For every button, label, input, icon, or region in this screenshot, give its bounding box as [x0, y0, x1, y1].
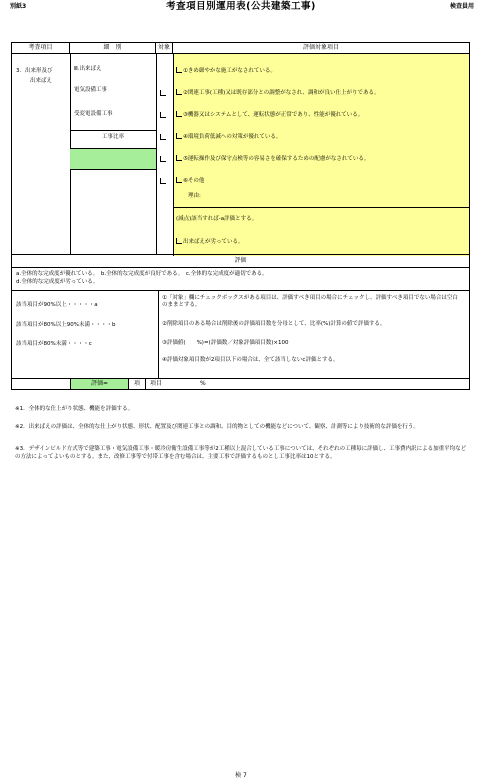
checkbox-icon[interactable] [176, 89, 182, 95]
rule-note-3: ③評価値( %)=(評価数／対象評価項目数)×100 [162, 340, 289, 346]
score-label: 評価= [70, 379, 129, 389]
rule-grade-b: 該当項目が80%以上90%未満・・・・b [16, 322, 116, 328]
criteria-item-6[interactable]: ⑥その他 [176, 177, 204, 185]
document-title: 考査項目別運用表(公共建築工事) [166, 1, 316, 12]
target-checkbox[interactable] [160, 178, 166, 184]
evaluation-heading: 評価 [11, 254, 470, 268]
cost-ratio-input[interactable] [70, 148, 156, 169]
criteria-item-4[interactable]: ④環境負荷低減への対策が優れている。 [176, 133, 281, 141]
form-number: 別紙3 [10, 3, 27, 10]
target-checkbox[interactable] [160, 90, 166, 96]
score-percent: % [200, 380, 206, 388]
sub-category-electrical: 電気設備工事 [74, 87, 108, 93]
rule-note-2: ②削除項目のある場合は削除後の評価項目数を分母として、比率(%)計算の値で評価する。 [162, 321, 386, 327]
header-criteria: 評価対象項目 [302, 44, 339, 52]
footnote-1: ※1．全体的な仕上がり状態、機能を評価する。 [15, 406, 134, 412]
evaluation-rules [11, 290, 470, 379]
score-row [11, 378, 470, 390]
criteria-item-3[interactable]: ③機器又はシステムとして、運転状態が正常であり、性能が優れている。 [176, 111, 363, 119]
cost-ratio-label: 工事比率 [101, 134, 124, 140]
score-spacer [12, 379, 70, 389]
checkbox-icon[interactable] [176, 67, 182, 73]
target-checkbox[interactable] [160, 112, 166, 118]
checkbox-icon[interactable] [176, 133, 182, 139]
grade-line-1: a.全体的な完成度が優れている。 b.全体的な完成度が良好である。 c.全体的な完成度が適切である。 [16, 271, 268, 277]
checkbox-icon[interactable] [176, 155, 182, 161]
sub-category-finish: Ⅲ.出来ばえ [74, 66, 102, 72]
grade-line-2: d.全体的な完成度が劣っている。 [16, 278, 99, 285]
cost-ratio-box [70, 130, 156, 170]
target-checkbox[interactable] [160, 156, 166, 162]
checkbox-icon[interactable] [176, 238, 182, 244]
sub-category-substation: 受変電設備工事 [74, 111, 113, 117]
header-detail: 細 別 [70, 43, 156, 53]
reason-label: 理由: [188, 193, 201, 199]
inspector-label: 検査員用 [449, 3, 474, 10]
rule-grade-c: 該当項目が80%未満・・・・c [16, 341, 92, 347]
criteria-item-2[interactable]: ②関連工事(工種)又は既存部分との調整がなされ、調和が良い仕上がりである。 [176, 89, 380, 97]
category-label: 3．出来形及び 出来ばえ [16, 68, 53, 85]
score-item-label: 項目 [150, 380, 163, 388]
page-number: 検 7 [235, 772, 247, 779]
footnote-3: ※3．デザインビルド方式等で建築工事・電気設備工事・暖冷房衛生設備工事等が2工種以上混合している工事については、それぞれの工種毎に評価し、工事費内訳による加重平均などの方法によってよいものとする。また、改修工事等で付帯工事を含む場合は、主要工事で評価するものとし工事比率は10とする。 [15, 446, 467, 460]
score-unit: 項 [129, 379, 146, 389]
evaluation-table-body [11, 53, 470, 255]
header-item: 考査項目 [12, 43, 70, 53]
footnote-2: ※2．出来ばえの評価は、全体的な仕上がり状態、形状、配置及び関連工事との調和、目的物としての機能などについて、観察、計測等により技術的な評価を行う。 [15, 424, 419, 430]
checkbox-icon[interactable] [176, 111, 182, 117]
column-divider [156, 54, 157, 254]
rule-note-4: ④評価対象項目数が2項目以下の場合は、全て該当しないc評価とする。 [162, 357, 339, 363]
rule-note-1: ①「対象」欄にチェックボックスがある項目は、評価すべき項目の場合にチェックし、評価すべき項目でない場合は空白のままとする。 [162, 295, 458, 309]
column-divider [158, 291, 159, 378]
deduction-title: (減点)該当すれば-a評価とする。 [176, 216, 258, 222]
header-target: 対象 [156, 43, 173, 53]
criteria-item-5[interactable]: ⑤運転操作及び保守点検等の容易さを確保するための配慮がなされている。 [176, 155, 369, 163]
grade-definitions [11, 267, 470, 291]
target-checkbox[interactable] [160, 134, 166, 140]
deduction-item[interactable]: 出来ばえが劣っている。 [176, 238, 244, 246]
criteria-item-1[interactable]: ①きめ細やかな施工がなされている。 [176, 67, 276, 75]
rule-grade-a: 該当項目が90%以上・・・・・a [16, 302, 98, 308]
checkbox-icon[interactable] [176, 177, 182, 183]
criteria-area [173, 54, 469, 208]
